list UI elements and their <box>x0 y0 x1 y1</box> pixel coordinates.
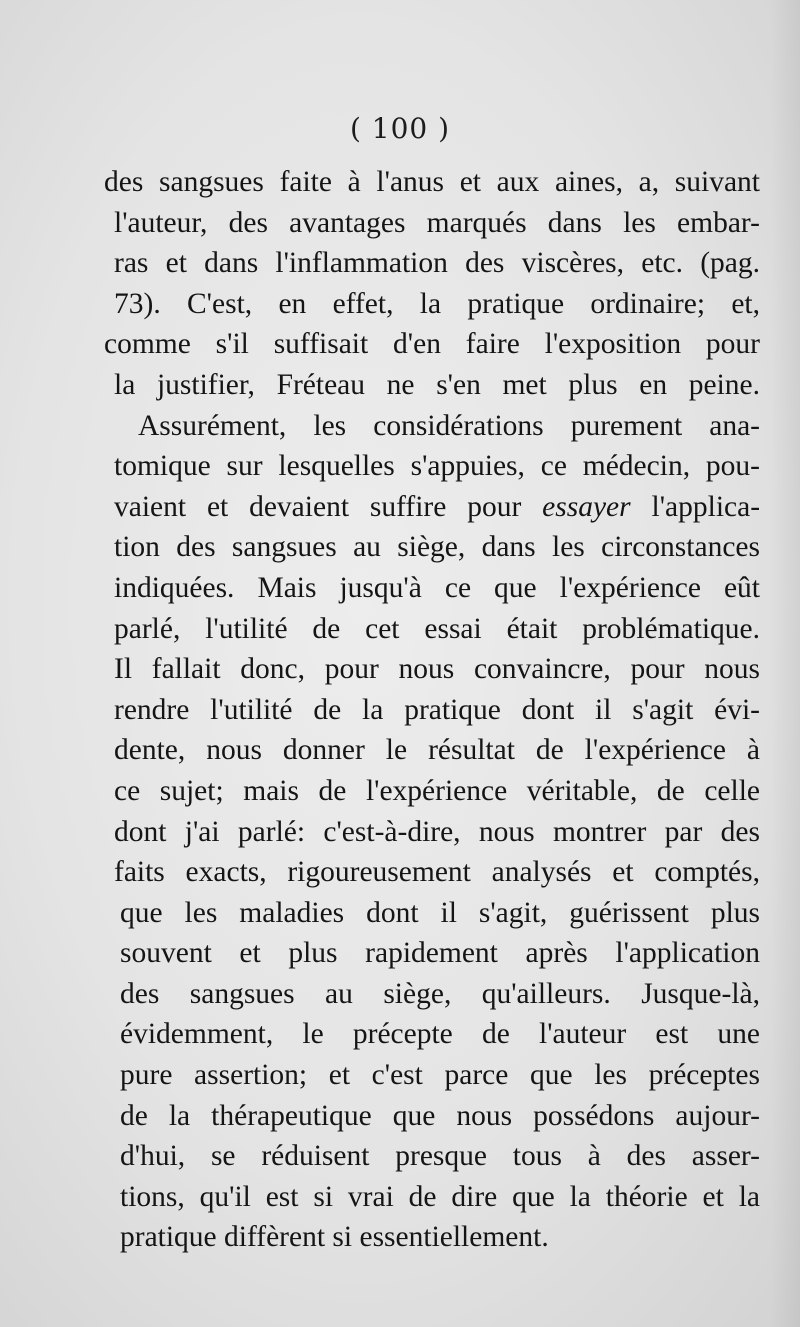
text-line: indiquées. Mais jusqu'à ce que l'expérience eût <box>114 571 760 604</box>
text-line: des sangsues au siège, qu'ailleurs. Jusque-là, <box>120 977 760 1010</box>
text-fragment: l'applica- <box>651 490 761 523</box>
text-line: l'auteur, des avantages marqués dans les embar- <box>114 206 760 239</box>
text-line: dente, nous donner le résultat de l'expérience à <box>114 734 760 767</box>
text-line: d'hui, se réduisent presque tous à des asser- <box>120 1140 760 1173</box>
text-line <box>104 487 760 528</box>
text-line: souvent et plus rapidement après l'application <box>120 937 760 970</box>
text-line: Assurément, les considérations purement ana- <box>138 409 760 442</box>
text-line: pure assertion; et c'est parce que les préceptes <box>120 1059 760 1092</box>
text-line: tion des sangsues au siège, dans les circonstances <box>114 531 760 564</box>
page-number: ( 100 ) <box>349 112 451 145</box>
text-line: de la thérapeutique que nous possédons aujour- <box>120 1099 760 1132</box>
text-line: que les maladies dont il s'agit, guérissent plus <box>120 896 760 929</box>
text-line: évidemment, le précepte de l'auteur est une <box>120 1018 760 1051</box>
text-fragment: vaient et devaient suffire pour <box>114 490 522 523</box>
text-line: ce sujet; mais de l'expérience véritable, de celle <box>114 774 760 807</box>
italic-word: essayer <box>542 490 631 523</box>
text-line: pratique diffèrent si essentiellement. <box>120 1221 549 1254</box>
text-line: rendre l'utilité de la pratique dont il s'agit évi- <box>114 693 760 726</box>
page-edge-shadow <box>770 0 800 1327</box>
text-line: tomique sur lesquelles s'appuies, ce médecin, pou- <box>114 450 760 483</box>
body-text <box>104 162 760 1258</box>
text-line: tions, qu'il est si vrai de dire que la théorie et la <box>120 1180 760 1213</box>
text-line: parlé, l'utilité de cet essai était problématique. <box>114 612 760 645</box>
text-line: ras et dans l'inflammation des viscères, etc. (pag. <box>114 247 760 280</box>
text-line: des sangsues faite à l'anus et aux aines, a, suivant <box>104 166 760 198</box>
text-line: Il fallait donc, pour nous convaincre, pour nous <box>114 653 760 686</box>
text-line: la justifier, Fréteau ne s'en met plus en peine. <box>114 368 760 401</box>
text-line: dont j'ai parlé: c'est-à-dire, nous montrer par des <box>114 815 760 848</box>
text-line: 73). C'est, en effet, la pratique ordinaire; et, <box>114 287 760 320</box>
text-line: faits exacts, rigoureusement analysés et comptés, <box>114 856 760 889</box>
text-line: comme s'il suffisait d'en faire l'exposition pour <box>104 328 760 361</box>
